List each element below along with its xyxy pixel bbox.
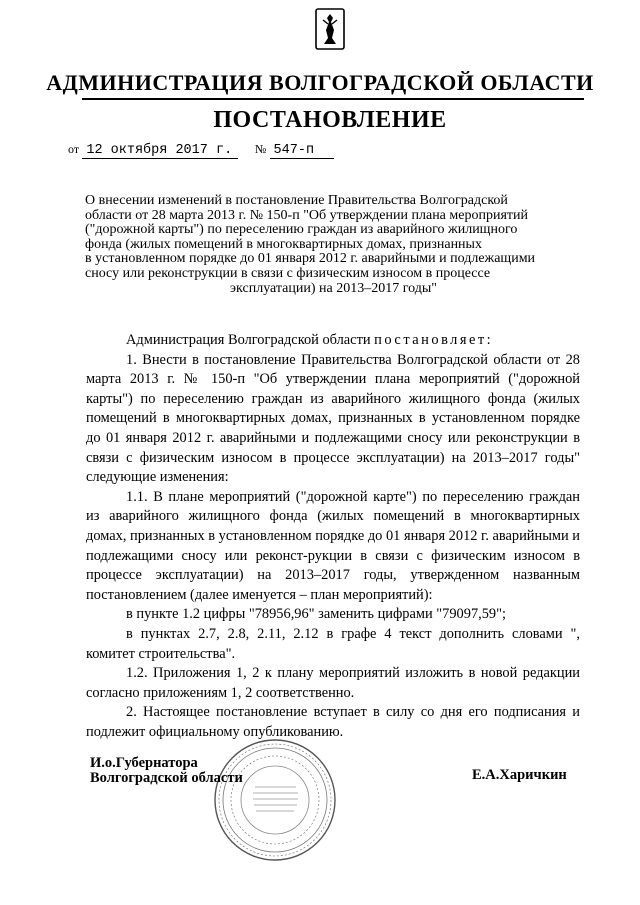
document-number: 547-п [270,143,334,159]
document-type: ПОСТАНОВЛЕНИЕ [213,107,447,133]
document-date: 12 октября 2017 г. [82,143,238,159]
official-seal-stamp-icon [210,735,340,865]
signatory-title-line: И.о.Губернатора [90,755,198,771]
preamble-verb: постановляет: [374,332,494,348]
organization-title: АДМИНИСТРАЦИЯ ВОЛГОГРАДСКОЙ ОБЛАСТИ [46,70,594,95]
date-number-line [68,141,334,159]
preamble-text: Администрация Волгоградской области [126,332,371,348]
number-prefix: № [254,142,267,156]
paragraph-2: 2. Настоящее постановление вступает в силу со дня его подписания и подлежит официальному опубликованию. [86,704,580,740]
signatory-name: Е.А.Харичкин [472,767,567,783]
document-subject [85,194,582,296]
coat-of-arms-icon [315,8,345,50]
signatory-title-line: Волгоградской области [90,770,243,786]
subject-line: фонда (жилых помещений в многоквартирных домах, признанных [85,236,482,252]
subject-line: области от 28 марта 2013 г. № 150-п "Об утверждении плана мероприятий [85,207,528,223]
date-prefix: от [68,142,80,156]
document-body [86,331,580,742]
paragraph-1-2: 1.2. Приложения 1, 2 к плану мероприятий изложить в новой редакции согласно приложениям 1, 2 соответственно. [86,665,580,701]
signatory-title [90,756,243,786]
paragraph-1-1-a: в пункте 1.2 цифры "78956,96" заменить цифрами "79097,59"; [126,606,506,623]
paragraph-1-1-b: в пунктах 2.7, 2.8, 2.11, 2.12 в графе 4 текст дополнить словами ", комитет строительства". [86,625,580,662]
header-divider [82,98,584,100]
preamble [86,331,580,351]
subject-line: О внесении изменений в постановление Правительства Волгоградской [85,193,508,208]
subject-line: эксплуатации) на 2013–2017 годы" [230,280,437,296]
subject-line: ("дорожной карты") по переселению граждан из аварийного жилищного [85,222,518,238]
paragraph-1-1: 1.1. В плане мероприятий ("дорожной карте") по переселению граждан из аварийного жилищного фонда (жилых помещений в многоквартирных домах, признанных в установленном порядке до 01 января 2012 г. аварийными и подлежащими сносу или реконст-рукции в связи с физическим износом в процессе эксплуатации) на 2013–2017 годы, утвержденном названным постановлением (далее именуется – план мероприятий): [86,488,580,603]
paragraph-1: 1. Внести в постановление Правительства Волгоградской области от 28 марта 2013 г. № 150-п "Об утверждении плана мероприятий ("дорожной карты") по переселению граждан из аварийного жилищного фонда (жилых помещений в многоквартирных домах, признанных в установленном порядке до 01 января 2012 г. аварийными и подлежащими сносу или реконструкции в связи с физическим износом в процессе эксплуатации) на 2013–2017 годы" следующие изменения: [86,351,580,486]
subject-line: в установленном порядке до 01 января 2012 г. аварийными и подлежащими [85,251,536,267]
subject-line: сносу или реконструкции в связи с физическим износом в процессе [85,265,491,281]
